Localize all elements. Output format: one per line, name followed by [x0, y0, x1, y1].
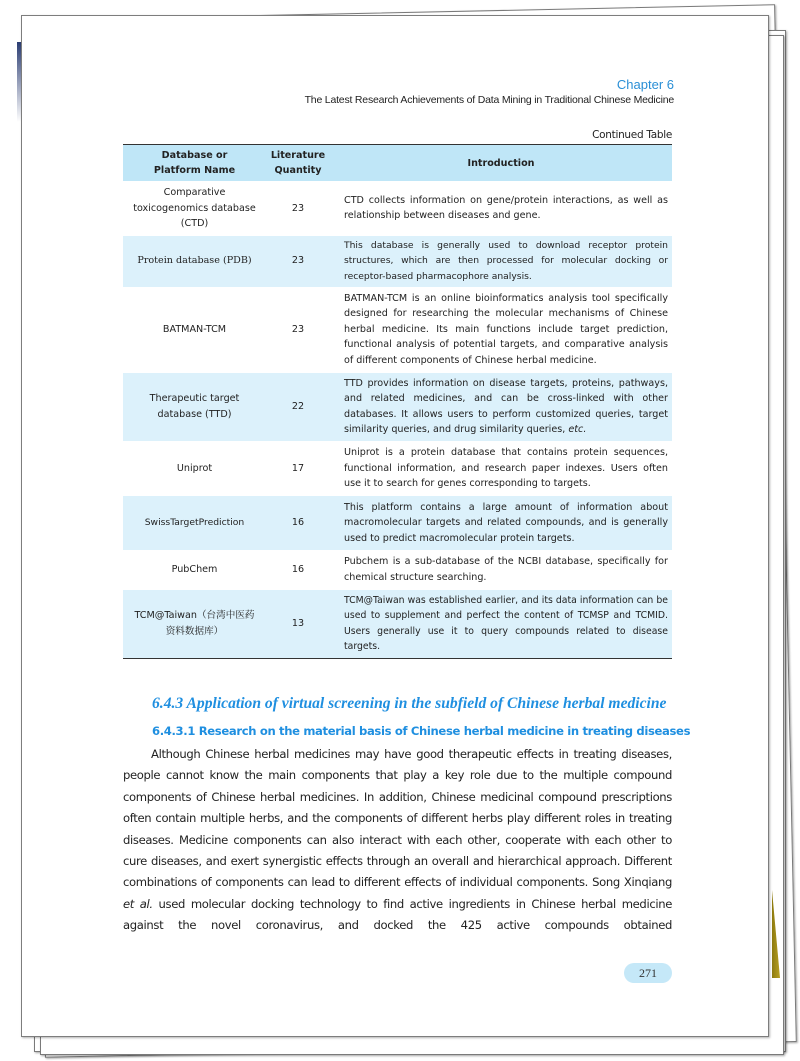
paragraph-italic: et al.	[123, 896, 153, 911]
paragraph-text: Although Chinese herbal medicines may have good therapeutic effects in treating diseases, people cannot know the main components that play a key role due to the multiple compound components of Chinese herbal medicines. In addition, Chinese medicinal compound prescriptions often contain multiple herbs, and the components of different herbs play different roles in treating diseases. Medicine components can also interact with each other, cooperate with each other to cure diseases, and exert synergistic effects through an overall and hierarchical approach. Different combinations of components can lead to different effects of individual components. Song Xinqiang	[123, 747, 672, 890]
introduction-etc: etc.	[568, 424, 587, 436]
page-number: 271	[624, 963, 672, 983]
cell-name: SwissTargetPrediction	[123, 496, 266, 551]
cell-introduction: BATMAN-TCM is an online bioinformatics analysis tool specifically designed for researching the molecular mechanisms of Chinese herbal medicine. Its main functions include target prediction, functional analysis of potential targets, and comparative analysis of different components of Chinese herbal medicine.	[344, 292, 668, 366]
paragraph-text-continued: used molecular docking technology to find active ingredients in Chinese herbal medicine against the novel coronavirus, and docked the 425 active compounds obtained	[123, 896, 672, 933]
cell-name: PubChem	[171, 564, 218, 576]
cell-quantity: 17	[291, 462, 305, 474]
book-title: The Latest Research Achievements of Data Mining in Traditional Chinese Medicine	[304, 94, 674, 106]
table-caption: Continued Table	[592, 129, 672, 141]
cell-introduction	[330, 373, 672, 441]
section-heading: 6.4.3 Application of virtual screening in the subfield of Chinese herbal medicine	[152, 695, 667, 712]
cell-introduction: This platform contains a large amount of information about macromolecular targets and related compounds, and is generally used to predict macromolecular protein targets.	[330, 496, 672, 551]
body-paragraph	[123, 744, 672, 937]
chapter-label: Chapter 6	[616, 77, 674, 92]
table-row	[123, 373, 672, 441]
column-header-quantity	[266, 145, 330, 182]
cell-name: Comparative toxicogenomics database (CTD)	[133, 187, 256, 230]
column-header-name	[123, 145, 266, 182]
running-head	[305, 77, 674, 107]
cell-quantity: 23	[266, 236, 330, 287]
cell-quantity: 23	[291, 202, 305, 214]
cell-introduction: TCM@Taiwan was established earlier, and its data information can be used to supplement and perfect the content of TCMSP and TCMID. Users generally use it to query compounds related to disease targets.	[330, 590, 672, 659]
cell-introduction: Uniprot is a protein database that contains protein sequences, functional information, and research paper indexes. Users often use it to search for genes corresponding to targets.	[344, 446, 668, 490]
column-header-label: Literature Quantity	[270, 150, 326, 176]
table-row	[123, 287, 672, 373]
column-header-introduction: Introduction	[330, 145, 672, 182]
cell-quantity: 16	[266, 496, 330, 551]
table-header-row	[123, 145, 672, 182]
table-row	[123, 496, 672, 551]
cell-introduction: CTD collects information on gene/protein interactions, as well as relationship between diseases and gene.	[344, 194, 668, 222]
cell-quantity: 16	[291, 564, 305, 576]
table-row	[123, 550, 672, 589]
cell-introduction: This database is generally used to download receptor protein structures, which are then processed for molecular docking or receptor-based pharmacophore analysis.	[330, 236, 672, 287]
column-header-label: Database or Platform Name	[153, 150, 236, 176]
cell-name: Protein database (PDB)	[123, 236, 266, 287]
subsection-heading: 6.4.3.1 Research on the material basis of Chinese herbal medicine in treating diseases	[152, 724, 691, 738]
cell-name: TCM@Taiwan（台湾中医药资料数据库）	[123, 590, 266, 659]
cell-introduction: Pubchem is a sub-database of the NCBI database, specifically for chemical structure searching.	[344, 556, 668, 584]
cell-quantity: 22	[266, 373, 330, 441]
introduction-text: TTD provides information on disease targets, proteins, pathways, and related medicines, and can be cross-linked with other databases. It allows users to perform customized queries, target similarity queries, and drug similarity queries,	[344, 377, 668, 436]
cell-quantity: 13	[266, 590, 330, 659]
cell-name: Therapeutic target database (TTD)	[123, 373, 266, 441]
cell-name: Uniprot	[176, 462, 213, 474]
table-row	[123, 236, 672, 287]
table-row	[123, 590, 672, 659]
cell-quantity: 23	[291, 323, 305, 335]
table-row	[123, 441, 672, 496]
table-row	[123, 181, 672, 236]
cell-name: BATMAN-TCM	[162, 323, 227, 335]
database-table	[123, 144, 672, 659]
